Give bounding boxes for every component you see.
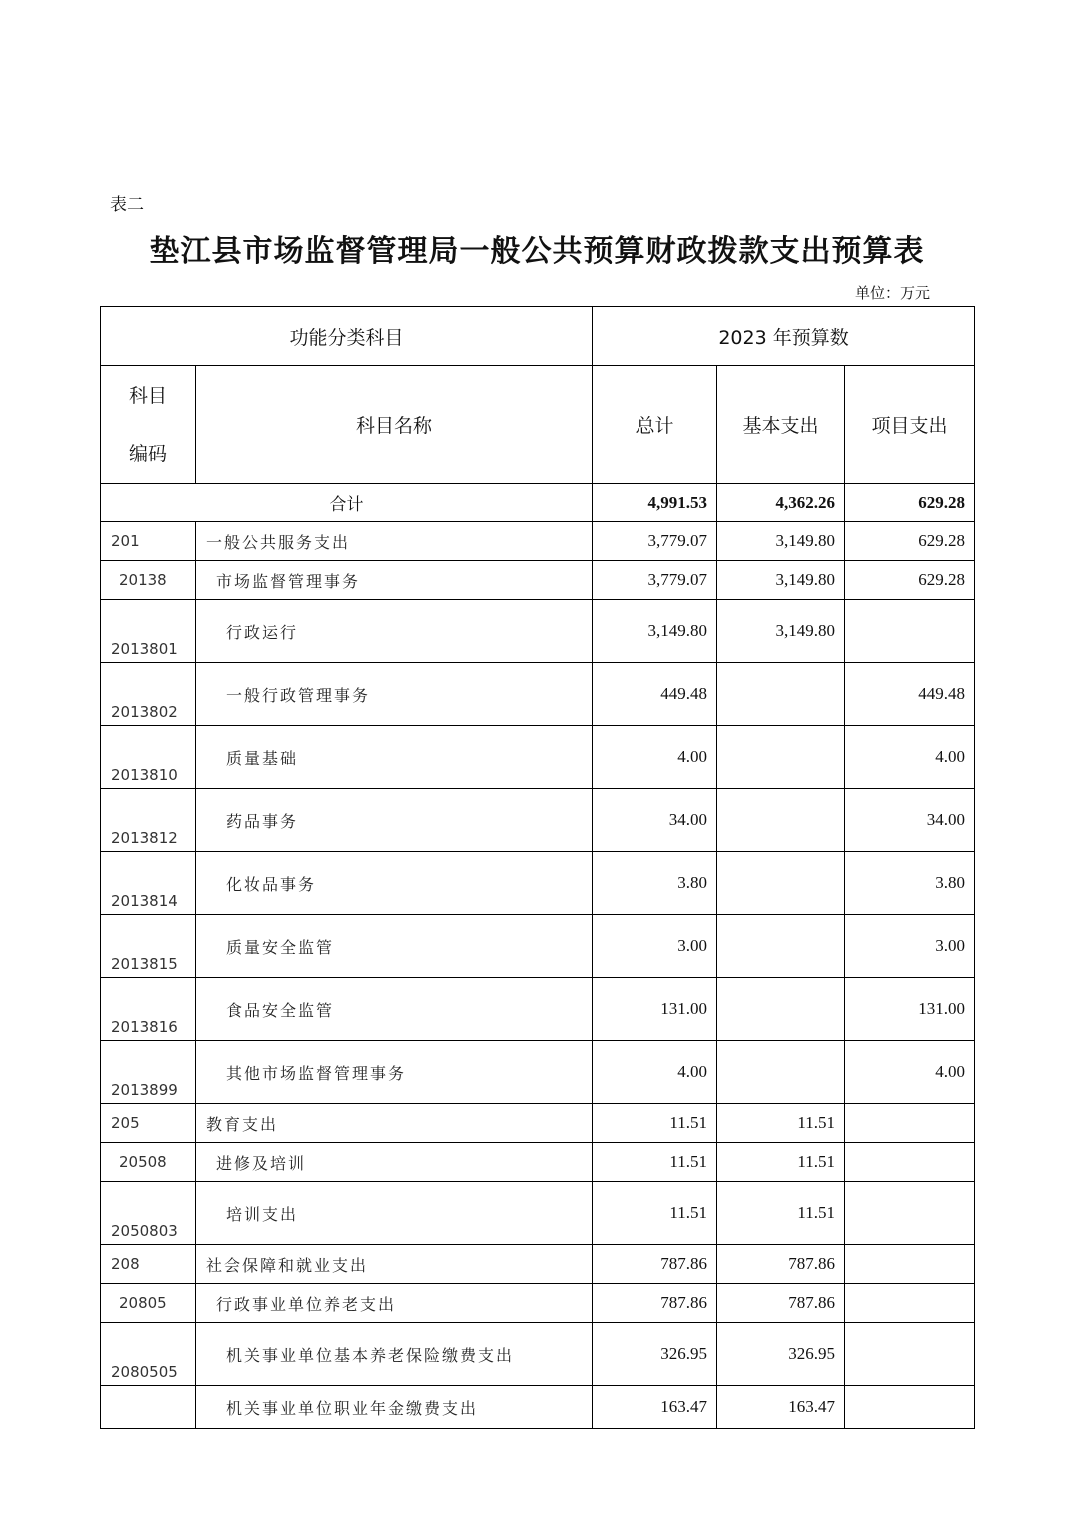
- row-project: [845, 600, 975, 663]
- row-total: 34.00: [593, 789, 717, 852]
- table-row: [101, 1182, 975, 1245]
- row-code: 2013812: [101, 789, 196, 852]
- row-project: [845, 1143, 975, 1182]
- row-code: 2013801: [101, 600, 196, 663]
- row-basic: 3,149.80: [717, 600, 845, 663]
- unit-label: 单位：万元: [855, 284, 931, 302]
- row-project: 34.00: [845, 789, 975, 852]
- row-total: 3.80: [593, 852, 717, 915]
- row-code: 2080505: [101, 1323, 196, 1386]
- row-total: 787.86: [593, 1284, 717, 1323]
- row-name: 质量安全监管: [196, 915, 593, 978]
- row-project: [845, 1323, 975, 1386]
- row-total: 3,779.07: [593, 522, 717, 561]
- header-code-line1: 科目: [128, 384, 167, 407]
- row-name: 行政事业单位养老支出: [196, 1284, 593, 1323]
- row-name: 机关事业单位基本养老保险缴费支出: [196, 1323, 593, 1386]
- row-total: 11.51: [593, 1104, 717, 1143]
- row-total: 3,149.80: [593, 600, 717, 663]
- row-basic: 11.51: [717, 1104, 845, 1143]
- row-name: 一般行政管理事务: [196, 663, 593, 726]
- header-2023-budget: 2023 年预算数: [593, 307, 975, 366]
- row-basic: 326.95: [717, 1323, 845, 1386]
- row-project: 131.00: [845, 978, 975, 1041]
- table-row: [101, 663, 975, 726]
- row-code: 2013899: [101, 1041, 196, 1104]
- row-name: 行政运行: [196, 600, 593, 663]
- row-total: 11.51: [593, 1143, 717, 1182]
- row-basic: 787.86: [717, 1284, 845, 1323]
- header-row-group: [101, 307, 975, 366]
- row-basic: [717, 789, 845, 852]
- row-code: 205: [101, 1104, 196, 1143]
- row-code: 201: [101, 522, 196, 561]
- row-basic: 11.51: [717, 1182, 845, 1245]
- row-project: 3.80: [845, 852, 975, 915]
- header-name: 科目名称: [196, 366, 593, 484]
- table-row: [101, 561, 975, 600]
- row-code: 208: [101, 1245, 196, 1284]
- row-name: 药品事务: [196, 789, 593, 852]
- row-name: 社会保障和就业支出: [196, 1245, 593, 1284]
- row-name: 其他市场监督管理事务: [196, 1041, 593, 1104]
- table-row: [101, 852, 975, 915]
- table-number-label: 表二: [110, 195, 144, 215]
- row-name: 食品安全监管: [196, 978, 593, 1041]
- row-basic: [717, 663, 845, 726]
- table-row: [101, 978, 975, 1041]
- row-code: 2013815: [101, 915, 196, 978]
- row-project: 629.28: [845, 561, 975, 600]
- table-row: [101, 1143, 975, 1182]
- row-name: 一般公共服务支出: [196, 522, 593, 561]
- row-total: 131.00: [593, 978, 717, 1041]
- row-code: 2050803: [101, 1182, 196, 1245]
- table-row: [101, 1041, 975, 1104]
- row-project: 449.48: [845, 663, 975, 726]
- row-name: 化妆品事务: [196, 852, 593, 915]
- table-row: [101, 1386, 975, 1429]
- table-row: [101, 1323, 975, 1386]
- row-basic: 787.86: [717, 1245, 845, 1284]
- table-row: [101, 726, 975, 789]
- row-total: 787.86: [593, 1245, 717, 1284]
- row-code: 2013802: [101, 663, 196, 726]
- budget-table: [100, 306, 975, 1429]
- table-row: [101, 1104, 975, 1143]
- row-name: 教育支出: [196, 1104, 593, 1143]
- header-basic: 基本支出: [717, 366, 845, 484]
- header-row-columns: [101, 366, 975, 484]
- row-project: 3.00: [845, 915, 975, 978]
- row-name: 市场监督管理事务: [196, 561, 593, 600]
- table-row: [101, 1284, 975, 1323]
- row-project: 4.00: [845, 726, 975, 789]
- header-code-line2: 编码: [128, 442, 167, 465]
- header-project: 项目支出: [845, 366, 975, 484]
- row-basic: [717, 726, 845, 789]
- sum-label: 合计: [101, 484, 593, 522]
- table-row: [101, 600, 975, 663]
- row-project: 629.28: [845, 522, 975, 561]
- row-total: 4.00: [593, 726, 717, 789]
- row-basic: [717, 1041, 845, 1104]
- table-body: [101, 307, 975, 1429]
- row-project: [845, 1245, 975, 1284]
- sum-basic: 4,362.26: [717, 484, 845, 522]
- row-project: [845, 1284, 975, 1323]
- header-function-category: 功能分类科目: [101, 307, 593, 366]
- row-project: [845, 1182, 975, 1245]
- row-total: 326.95: [593, 1323, 717, 1386]
- table-row: [101, 1245, 975, 1284]
- row-basic: 3,149.80: [717, 561, 845, 600]
- row-name: 进修及培训: [196, 1143, 593, 1182]
- row-code: 2013810: [101, 726, 196, 789]
- sum-total: 4,991.53: [593, 484, 717, 522]
- row-total: 3,779.07: [593, 561, 717, 600]
- row-name: 机关事业单位职业年金缴费支出: [196, 1386, 593, 1429]
- sum-row: [101, 484, 975, 522]
- sum-project: 629.28: [845, 484, 975, 522]
- row-project: 4.00: [845, 1041, 975, 1104]
- row-basic: [717, 978, 845, 1041]
- table-row: [101, 522, 975, 561]
- row-basic: [717, 852, 845, 915]
- row-basic: 3,149.80: [717, 522, 845, 561]
- row-basic: 11.51: [717, 1143, 845, 1182]
- row-basic: [717, 915, 845, 978]
- row-basic: 163.47: [717, 1386, 845, 1429]
- row-total: 163.47: [593, 1386, 717, 1429]
- row-total: 449.48: [593, 663, 717, 726]
- header-code-cell: [101, 366, 196, 484]
- row-code: 20138: [101, 561, 196, 600]
- row-total: 11.51: [593, 1182, 717, 1245]
- table-row: [101, 915, 975, 978]
- row-name: 质量基础: [196, 726, 593, 789]
- header-total: 总计: [593, 366, 717, 484]
- row-total: 3.00: [593, 915, 717, 978]
- row-project: [845, 1386, 975, 1429]
- document-title: 垫江县市场监督管理局一般公共预算财政拨款支出预算表: [149, 234, 925, 269]
- row-code: 20508: [101, 1143, 196, 1182]
- row-project: [845, 1104, 975, 1143]
- row-code: 2013814: [101, 852, 196, 915]
- row-total: 4.00: [593, 1041, 717, 1104]
- table-row: [101, 789, 975, 852]
- row-code: [101, 1386, 196, 1429]
- row-name: 培训支出: [196, 1182, 593, 1245]
- row-code: 2013816: [101, 978, 196, 1041]
- row-code: 20805: [101, 1284, 196, 1323]
